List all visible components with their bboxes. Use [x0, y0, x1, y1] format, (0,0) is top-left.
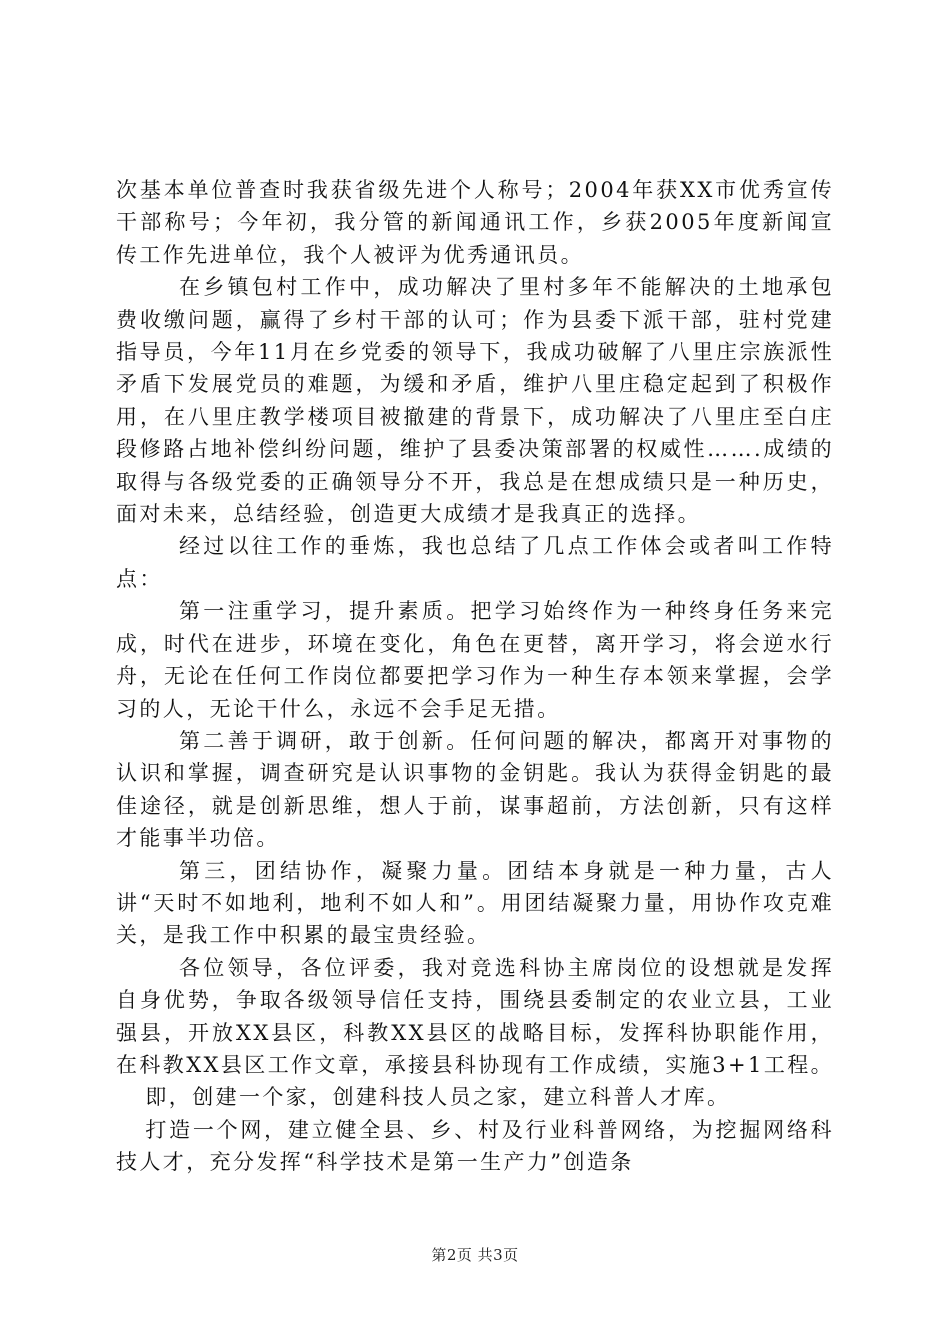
paragraph-point-one: 第一注重学习，提升素质。把学习始终作为一种终身任务来完成，时代在进步，环境在变化，角色在更替，离开学习，将会逆水行舟，无论在任何工作岗位都要把学习作为一种生存本领来掌握，会学习的人，无论干什么，永远不会手足无措。: [116, 599, 834, 721]
paragraph-home: 即，创建一个家，创建科技人员之家，建立科普人才库。: [145, 1085, 731, 1110]
document-body: [116, 174, 834, 1179]
paragraph-continuation: 次基本单位普查时我获省级先进个人称号；2004年获XX市优秀宣传干部称号；今年初，我分管的新闻通讯工作，乡获2005年度新闻宣传工作先进单位，我个人被评为优秀通讯员。: [116, 178, 834, 267]
paragraph-village-work: 在乡镇包村工作中，成功解决了里村多年不能解决的土地承包费收缴问题，赢得了乡村干部的认可；作为县委下派干部，驻村党建指导员，今年11月在乡党委的领导下，我成功破解了八里庄宗族派性矛盾下发展党员的难题，为缓和矛盾，维护八里庄稳定起到了积极作用，在八里庄教学楼项目被撤建的背景下，成功解决了八里庄至白庄段修路占地补偿纠纷问题，维护了县委决策部署的权威性…….成绩的取得与各级党委的正确领导分不开，我总是在想成绩只是一种历史，面对未来，总结经验，创造更大成绩才是我真正的选择。: [116, 275, 834, 527]
paragraph-experience-intro: 经过以往工作的垂炼，我也总结了几点工作体会或者叫工作特点：: [116, 534, 834, 591]
paragraph-point-two: 第二善于调研，敢于创新。任何问题的解决，都离开对事物的认识和掌握，调查研究是认识事物的金钥匙。我认为获得金钥匙的最佳途径，就是创新思维，想人于前，谋事超前，方法创新，只有这样才能事半功倍。: [116, 728, 834, 851]
paragraph-point-three: 第三，团结协作，凝聚力量。团结本身就是一种力量，古人讲“天时不如地利，地利不如人和”。用团结凝聚力量，用协作攻克难关，是我工作中积累的最宝贵经验。: [116, 858, 834, 948]
page-footer: 第2页 共3页: [431, 1246, 519, 1264]
paragraph-network: 打造一个网，建立健全县、乡、村及行业科普网络，为挖掘网络科技人才，充分发挥“科学技术是第一生产力”创造条: [116, 1117, 834, 1175]
paragraph-vision: 各位领导，各位评委，我对竞选科协主席岗位的设想就是发挥自身优势，争取各级领导信任支持，围绕县委制定的农业立县，工业强县，开放XX县区，科教XX县区的战略目标，发挥科协职能作用，在科教XX县区工作文章，承接县科协现有工作成绩，实施3+1工程。: [116, 955, 835, 1077]
